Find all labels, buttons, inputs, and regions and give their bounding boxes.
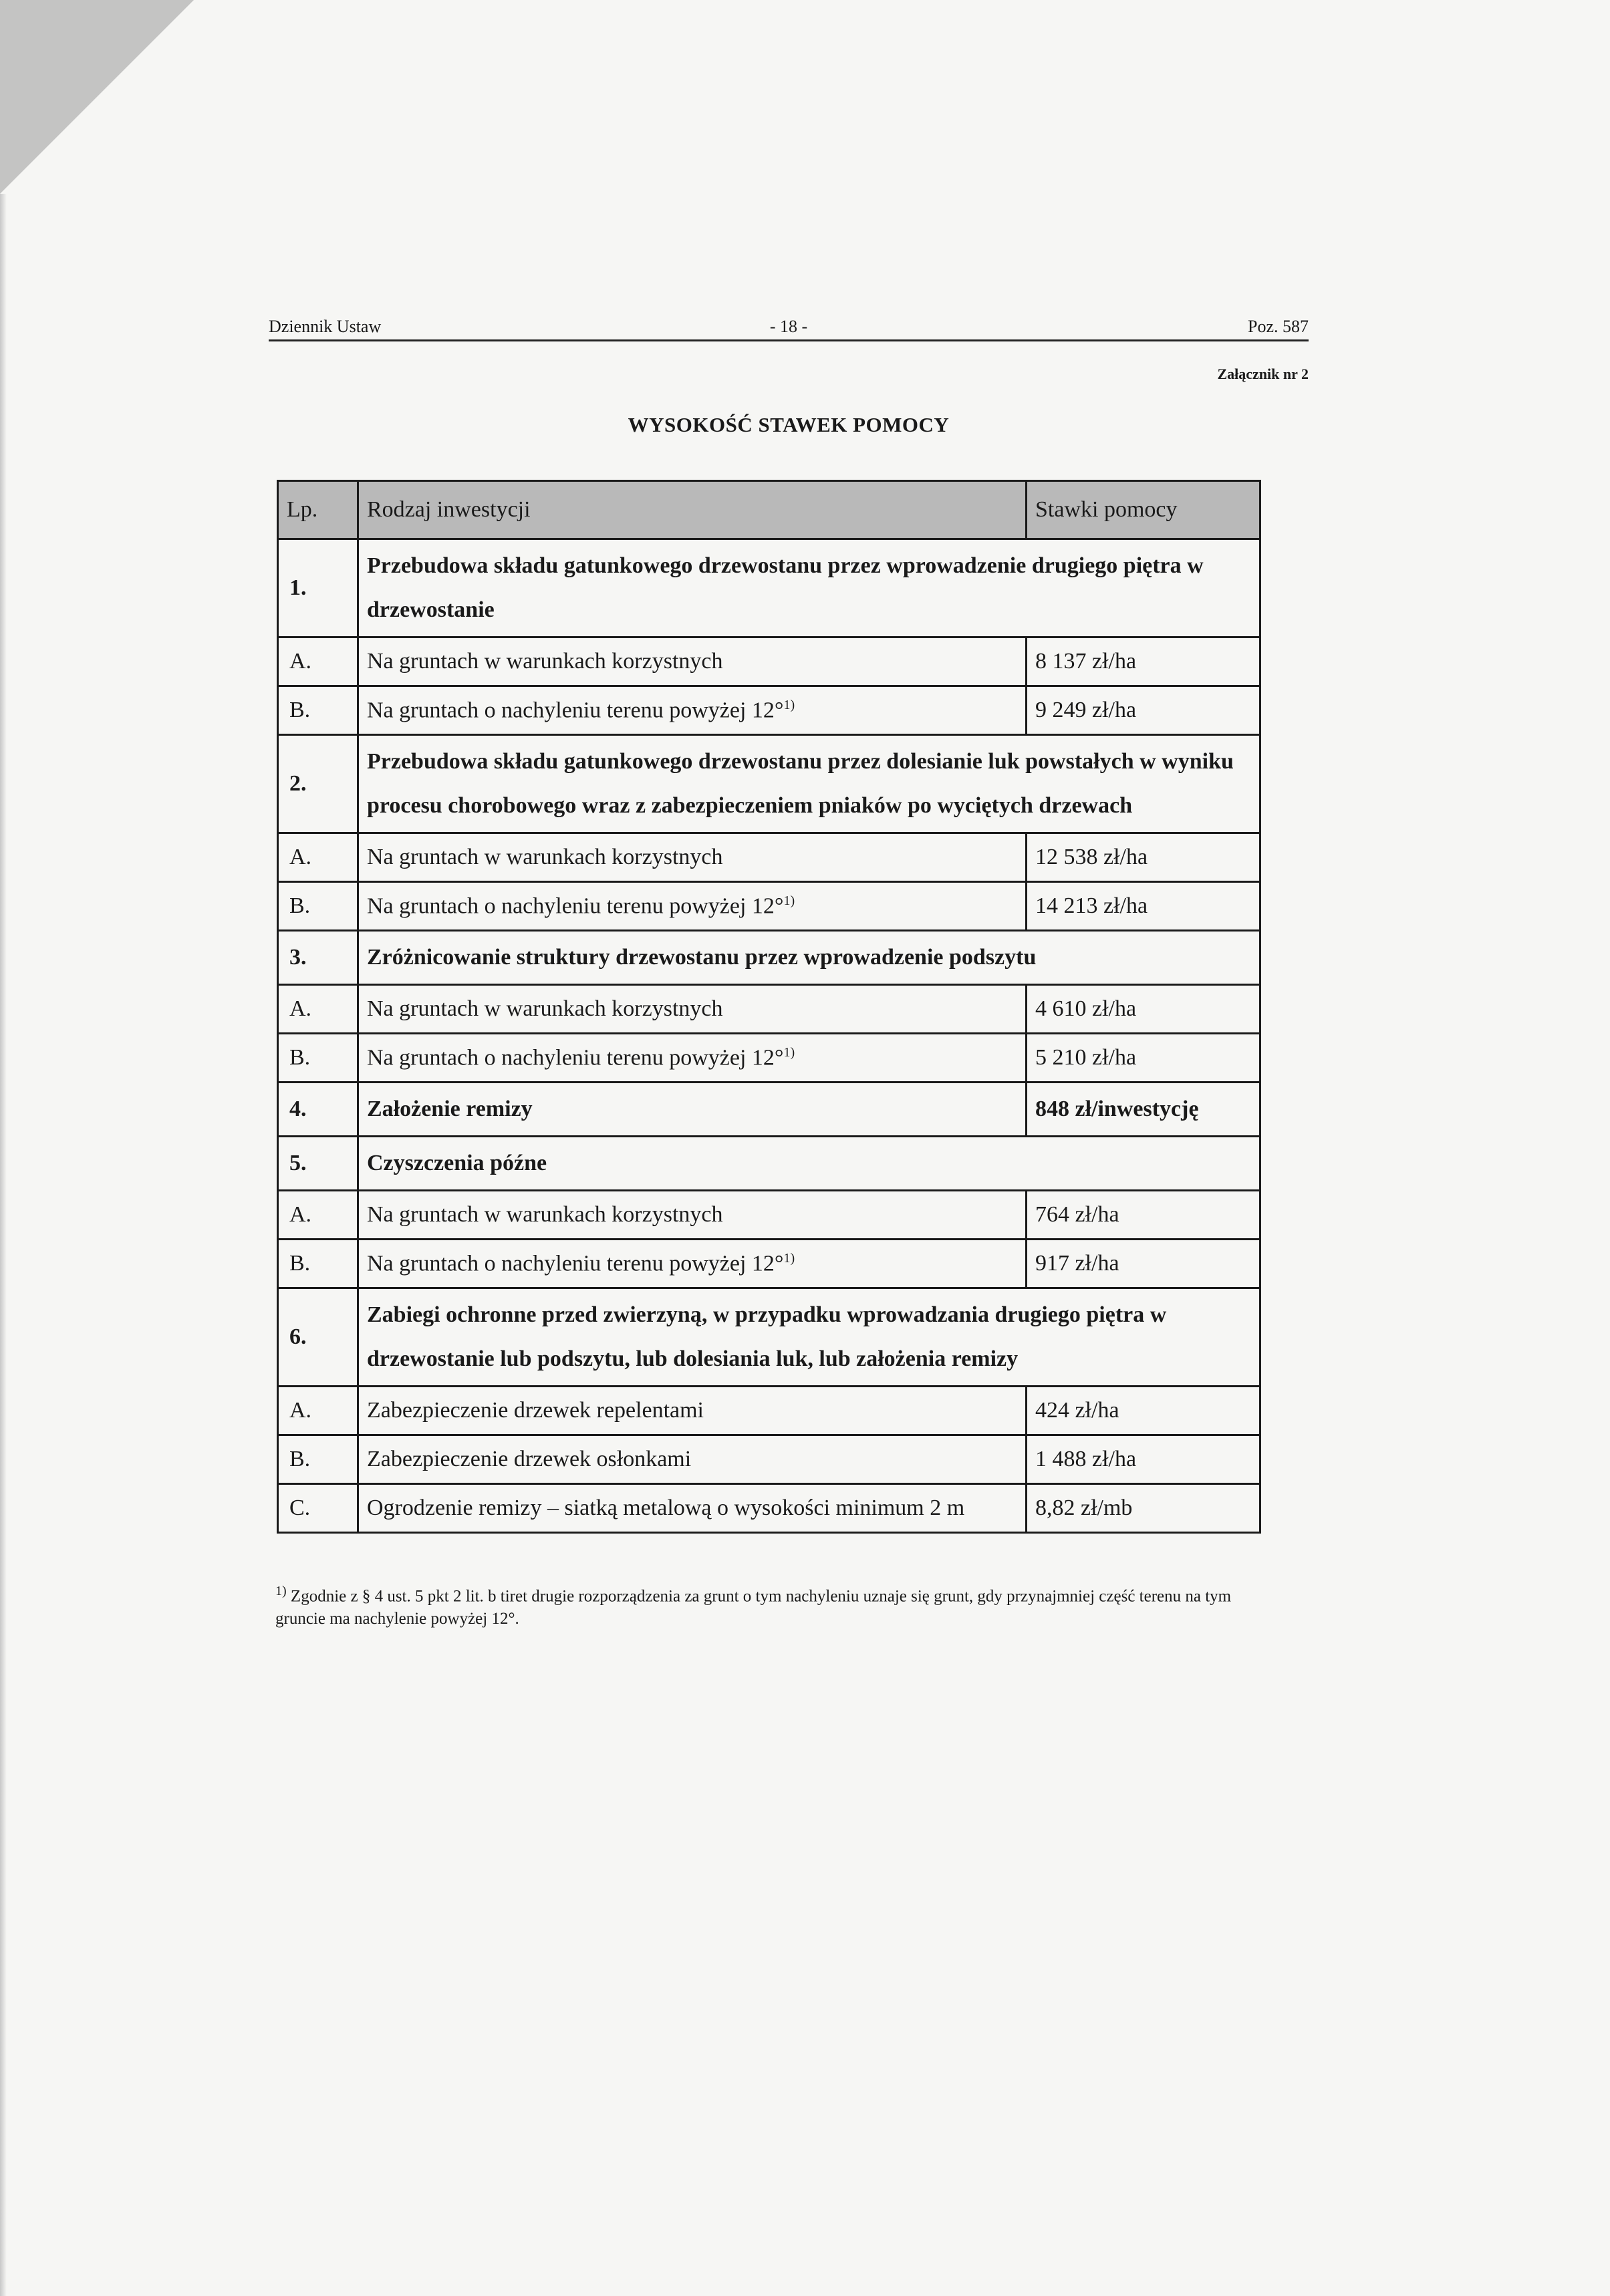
investment-type: Zróżnicowanie struktury drzewostanu przez wprowadzenie podszytu: [358, 931, 1260, 985]
table-section-row: [278, 539, 1260, 637]
table-row: [278, 833, 1260, 882]
row-number: 1.: [278, 539, 358, 637]
investment-label: Na gruntach w warunkach korzystnych: [367, 996, 723, 1021]
page-number: - 18 -: [769, 317, 808, 336]
row-number: B.: [278, 686, 358, 735]
investment-label: Ogrodzenie remizy – siatką metalową o wysokości minimum 2 m: [367, 1495, 965, 1520]
column-header-rate: Stawki pomocy: [1027, 481, 1260, 539]
investment-label: Założenie remizy: [367, 1097, 533, 1121]
table-header-row: [278, 481, 1260, 539]
table-row: [278, 1435, 1260, 1484]
running-header: [269, 313, 1309, 341]
investment-label: Na gruntach o nachyleniu terenu powyżej 12°: [367, 893, 784, 919]
aid-rate: 917 zł/ha: [1027, 1240, 1260, 1288]
row-number: A.: [278, 637, 358, 686]
footnote-ref: 1): [783, 697, 795, 712]
aid-rate: 424 zł/ha: [1027, 1387, 1260, 1435]
investment-type: [358, 1435, 1027, 1484]
aid-rate: 764 zł/ha: [1027, 1191, 1260, 1240]
table-row: [278, 1083, 1260, 1137]
table-section-row: [278, 931, 1260, 985]
row-number: 6.: [278, 1288, 358, 1387]
document-title: WYSOKOŚĆ STAWEK POMOCY: [628, 413, 950, 436]
investment-label: Na gruntach o nachyleniu terenu powyżej 12°: [367, 1045, 784, 1070]
footnote-text: Zgodnie z § 4 ust. 5 pkt 2 lit. b tiret drugie rozporządzenia za grunt o tym nachyleniu uznaje się grunt, gdy przynajmniej część terenu na tym gruncie ma nachylenie powyżej 12°.: [275, 1587, 1232, 1628]
row-number: A.: [278, 985, 358, 1034]
aid-rate: 1 488 zł/ha: [1027, 1435, 1260, 1484]
row-number: 5.: [278, 1137, 358, 1191]
table-row: [278, 1387, 1260, 1435]
table-row: [278, 985, 1260, 1034]
page-edge-shadow: [0, 194, 7, 2296]
investment-label: Na gruntach w warunkach korzystnych: [367, 1202, 723, 1227]
row-number: 3.: [278, 931, 358, 985]
investment-label: Na gruntach w warunkach korzystnych: [367, 649, 723, 674]
row-number: 2.: [278, 735, 358, 833]
page-corner-fold: [0, 0, 194, 194]
row-number: A.: [278, 1191, 358, 1240]
column-header-lp: Lp.: [278, 481, 358, 539]
table-row: [278, 1191, 1260, 1240]
table-row: [278, 1240, 1260, 1288]
row-number: 4.: [278, 1083, 358, 1137]
investment-type: Zabiegi ochronne przed zwierzyną, w przypadku wprowadzania drugiego piętra w drzewostanie lub podszytu, lub dolesiania luk, lub założenia remizy: [358, 1288, 1260, 1387]
row-number: A.: [278, 1387, 358, 1435]
investment-label: Na gruntach w warunkach korzystnych: [367, 845, 723, 869]
investment-label: Na gruntach o nachyleniu terenu powyżej 12°: [367, 1251, 784, 1276]
investment-type: Przebudowa składu gatunkowego drzewostanu przez wprowadzenie drugiego piętra w drzewostanie: [358, 539, 1260, 637]
table-row: [278, 1034, 1260, 1083]
investment-type: [358, 1484, 1027, 1533]
investment-label: Zabezpieczenie drzewek osłonkami: [367, 1447, 692, 1471]
investment-type: [358, 1191, 1027, 1240]
footnote: [275, 1580, 1264, 1630]
investment-type: [358, 1034, 1027, 1083]
table-section-row: [278, 735, 1260, 833]
investment-type: [358, 882, 1027, 931]
position-number: Poz. 587: [1248, 317, 1309, 336]
footnote-marker: 1): [275, 1584, 287, 1598]
investment-type: Czyszczenia późne: [358, 1137, 1260, 1191]
investment-type: [358, 686, 1027, 735]
footnote-ref: 1): [783, 1250, 795, 1266]
footnote-ref: 1): [783, 1044, 795, 1060]
row-number: B.: [278, 882, 358, 931]
aid-rate: 848 zł/inwestycję: [1027, 1083, 1260, 1137]
table-section-row: [278, 1137, 1260, 1191]
aid-rate: 4 610 zł/ha: [1027, 985, 1260, 1034]
row-number: B.: [278, 1034, 358, 1083]
table-section-row: [278, 1288, 1260, 1387]
aid-rate: 14 213 zł/ha: [1027, 882, 1260, 931]
aid-rate: 8,82 zł/mb: [1027, 1484, 1260, 1533]
table-row: [278, 882, 1260, 931]
aid-rate: 8 137 zł/ha: [1027, 637, 1260, 686]
aid-rate: 5 210 zł/ha: [1027, 1034, 1260, 1083]
table-row: [278, 1484, 1260, 1533]
investment-type: [358, 1240, 1027, 1288]
investment-type: [358, 1083, 1027, 1137]
investment-type: [358, 637, 1027, 686]
column-header-investment: Rodzaj inwestycji: [358, 481, 1027, 539]
aid-rate: 12 538 zł/ha: [1027, 833, 1260, 882]
investment-type: [358, 833, 1027, 882]
aid-rates-table: [277, 480, 1261, 1534]
table-row: [278, 686, 1260, 735]
row-number: B.: [278, 1435, 358, 1484]
investment-type: [358, 1387, 1027, 1435]
investment-type: [358, 985, 1027, 1034]
investment-type: Przebudowa składu gatunkowego drzewostanu przez dolesianie luk powstałych w wyniku procesu chorobowego wraz z zabezpieczeniem pniaków po wyciętych drzewach: [358, 735, 1260, 833]
table-row: [278, 637, 1260, 686]
table-body: [278, 539, 1260, 1533]
footnote-ref: 1): [783, 893, 795, 908]
row-number: B.: [278, 1240, 358, 1288]
aid-rate: 9 249 zł/ha: [1027, 686, 1260, 735]
investment-label: Na gruntach o nachyleniu terenu powyżej 12°: [367, 698, 784, 723]
journal-name: Dziennik Ustaw: [269, 317, 382, 336]
investment-label: Zabezpieczenie drzewek repelentami: [367, 1398, 704, 1423]
annex-label: Załącznik nr 2: [1217, 366, 1309, 382]
row-number: C.: [278, 1484, 358, 1533]
row-number: A.: [278, 833, 358, 882]
